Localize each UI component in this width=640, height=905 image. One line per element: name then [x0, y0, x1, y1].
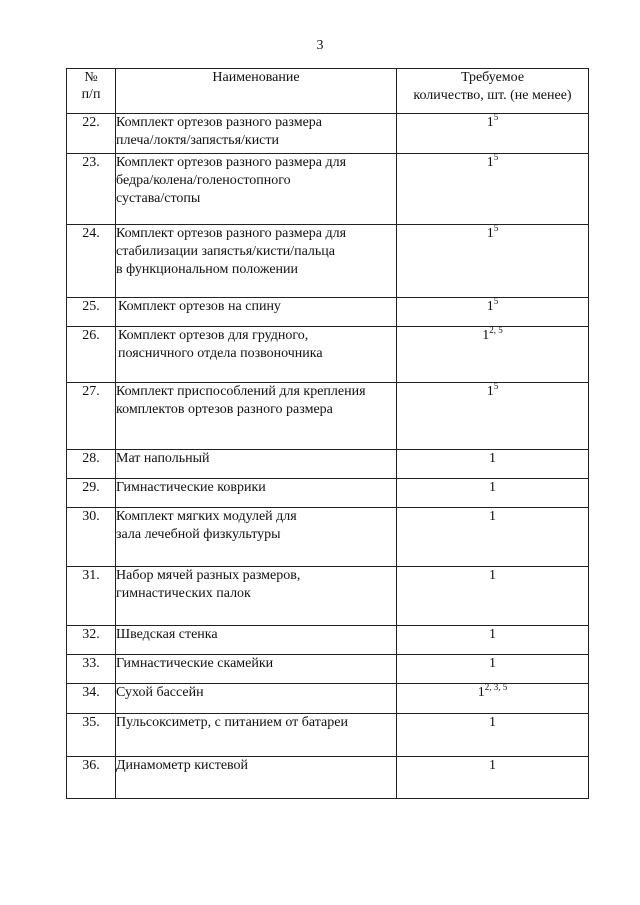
- row-number: 24.: [67, 225, 116, 298]
- quantity-value: 1: [489, 480, 496, 495]
- row-quantity: [397, 684, 589, 714]
- row-name-line: Сухой бассейн: [116, 685, 204, 700]
- quantity-value: 1: [486, 226, 494, 241]
- row-name: [116, 567, 397, 626]
- footnote-reference: 5: [493, 381, 499, 391]
- row-number: 25.: [67, 298, 116, 327]
- quantity-value: 1: [489, 715, 496, 730]
- table-row: [67, 479, 589, 508]
- equipment-table: [66, 68, 589, 799]
- row-quantity: [397, 655, 589, 684]
- row-quantity: [397, 327, 589, 383]
- row-number: 34.: [67, 684, 116, 714]
- header-number-abbr: п/п: [81, 87, 101, 102]
- row-name-line: комплектов ортезов разного размера: [116, 402, 333, 417]
- table-row: [67, 298, 589, 327]
- row-quantity: [397, 450, 589, 479]
- row-number: 27.: [67, 383, 116, 450]
- row-name: [116, 114, 397, 154]
- row-name-line: Комплект приспособлений для крепления: [116, 384, 366, 399]
- table-row: [67, 114, 589, 154]
- row-quantity: [397, 298, 589, 327]
- row-name: [116, 714, 397, 757]
- row-number: 28.: [67, 450, 116, 479]
- row-name-line: Комплект мягких модулей для: [116, 509, 297, 524]
- quantity-value: 1: [489, 627, 496, 642]
- row-name-line: Комплект ортезов для грудного,: [118, 328, 309, 343]
- row-name-line: поясничного отдела позвоночника: [118, 346, 323, 361]
- row-name-line: плеча/локтя/запястья/кисти: [116, 133, 280, 148]
- row-number: 26.: [67, 327, 116, 383]
- row-name: [116, 450, 397, 479]
- row-quantity: [397, 757, 589, 799]
- row-name-line: Комплект ортезов разного размера для: [116, 155, 347, 170]
- table-row: [67, 154, 589, 225]
- quantity-value: 1: [489, 509, 496, 524]
- header-quantity-line1: Требуемое: [460, 70, 525, 85]
- table-row: [67, 383, 589, 450]
- row-name: [116, 479, 397, 508]
- row-name-line: Комплект ортезов на спину: [118, 299, 281, 314]
- row-quantity: [397, 114, 589, 154]
- table-row: [67, 757, 589, 799]
- row-name: [116, 508, 397, 567]
- row-number: 22.: [67, 114, 116, 154]
- header-number-symbol: №: [84, 70, 98, 85]
- row-name-line: Шведская стенка: [116, 627, 218, 642]
- footnote-reference: 2, 3, 5: [484, 682, 508, 692]
- row-quantity: [397, 154, 589, 225]
- row-quantity: [397, 567, 589, 626]
- row-number: 32.: [67, 626, 116, 655]
- header-name: Наименование: [116, 69, 397, 114]
- row-name-line: Набор мячей разных размеров,: [116, 568, 301, 583]
- row-quantity: [397, 383, 589, 450]
- row-quantity: [397, 225, 589, 298]
- header-quantity-line2: количество, шт. (не менее): [413, 88, 572, 103]
- table-row: [67, 714, 589, 757]
- row-name-line: гимнастических палок: [116, 586, 251, 601]
- row-name: [116, 154, 397, 225]
- quantity-value: 1: [486, 115, 494, 130]
- row-number: 31.: [67, 567, 116, 626]
- row-quantity: [397, 479, 589, 508]
- row-name-line: Комплект ортезов разного размера: [116, 115, 323, 130]
- page-number: 3: [316, 38, 324, 53]
- row-name-line: бедра/колена/голеностопного: [116, 173, 291, 188]
- quantity-value: 1: [486, 155, 494, 170]
- row-name-line: Гимнастические скамейки: [116, 656, 274, 671]
- row-name-line: Гимнастические коврики: [116, 480, 266, 495]
- footnote-reference: 5: [493, 112, 499, 122]
- row-name: [116, 626, 397, 655]
- quantity-value: 1: [489, 568, 496, 583]
- footnote-reference: 2, 5: [489, 325, 503, 335]
- footnote-reference: 5: [493, 223, 499, 233]
- row-number: 23.: [67, 154, 116, 225]
- table-row: [67, 327, 589, 383]
- table-row: [67, 626, 589, 655]
- quantity-value: 1: [486, 384, 494, 399]
- row-number: 33.: [67, 655, 116, 684]
- row-name: [116, 327, 397, 383]
- row-quantity: [397, 714, 589, 757]
- row-quantity: [397, 508, 589, 567]
- quantity-value: 1: [482, 328, 490, 343]
- footnote-reference: 5: [493, 296, 499, 306]
- table-row: [67, 450, 589, 479]
- row-name: [116, 655, 397, 684]
- table-header-row: [67, 69, 589, 114]
- row-name-line: Пульсоксиметр, с питанием от батареи: [116, 715, 348, 730]
- row-name-line: Комплект ортезов разного размера для: [116, 226, 347, 241]
- footnote-reference: 5: [493, 152, 499, 162]
- table-row: [67, 508, 589, 567]
- row-name: [116, 684, 397, 714]
- quantity-value: 1: [489, 758, 496, 773]
- quantity-value: 1: [477, 685, 485, 700]
- row-number: 30.: [67, 508, 116, 567]
- row-name: [116, 383, 397, 450]
- quantity-value: 1: [489, 656, 496, 671]
- table-row: [67, 655, 589, 684]
- quantity-value: 1: [489, 451, 496, 466]
- row-number: 35.: [67, 714, 116, 757]
- row-quantity: [397, 626, 589, 655]
- row-name-line: зала лечебной физкультуры: [116, 527, 281, 542]
- row-number: 29.: [67, 479, 116, 508]
- header-number: [67, 69, 116, 114]
- quantity-value: 1: [486, 299, 494, 314]
- row-name-line: Мат напольный: [116, 451, 210, 466]
- row-name-line: сустава/стопы: [116, 191, 201, 206]
- table-row: [67, 567, 589, 626]
- table-row: [67, 684, 589, 714]
- row-name: [116, 757, 397, 799]
- row-name-line: стабилизации запястья/кисти/пальца: [116, 244, 335, 259]
- row-name: [116, 298, 397, 327]
- table-row: [67, 225, 589, 298]
- row-name-line: Динамометр кистевой: [116, 758, 249, 773]
- row-number: 36.: [67, 757, 116, 799]
- row-name: [116, 225, 397, 298]
- header-quantity: [397, 69, 589, 114]
- row-name-line: в функциональном положении: [116, 262, 299, 277]
